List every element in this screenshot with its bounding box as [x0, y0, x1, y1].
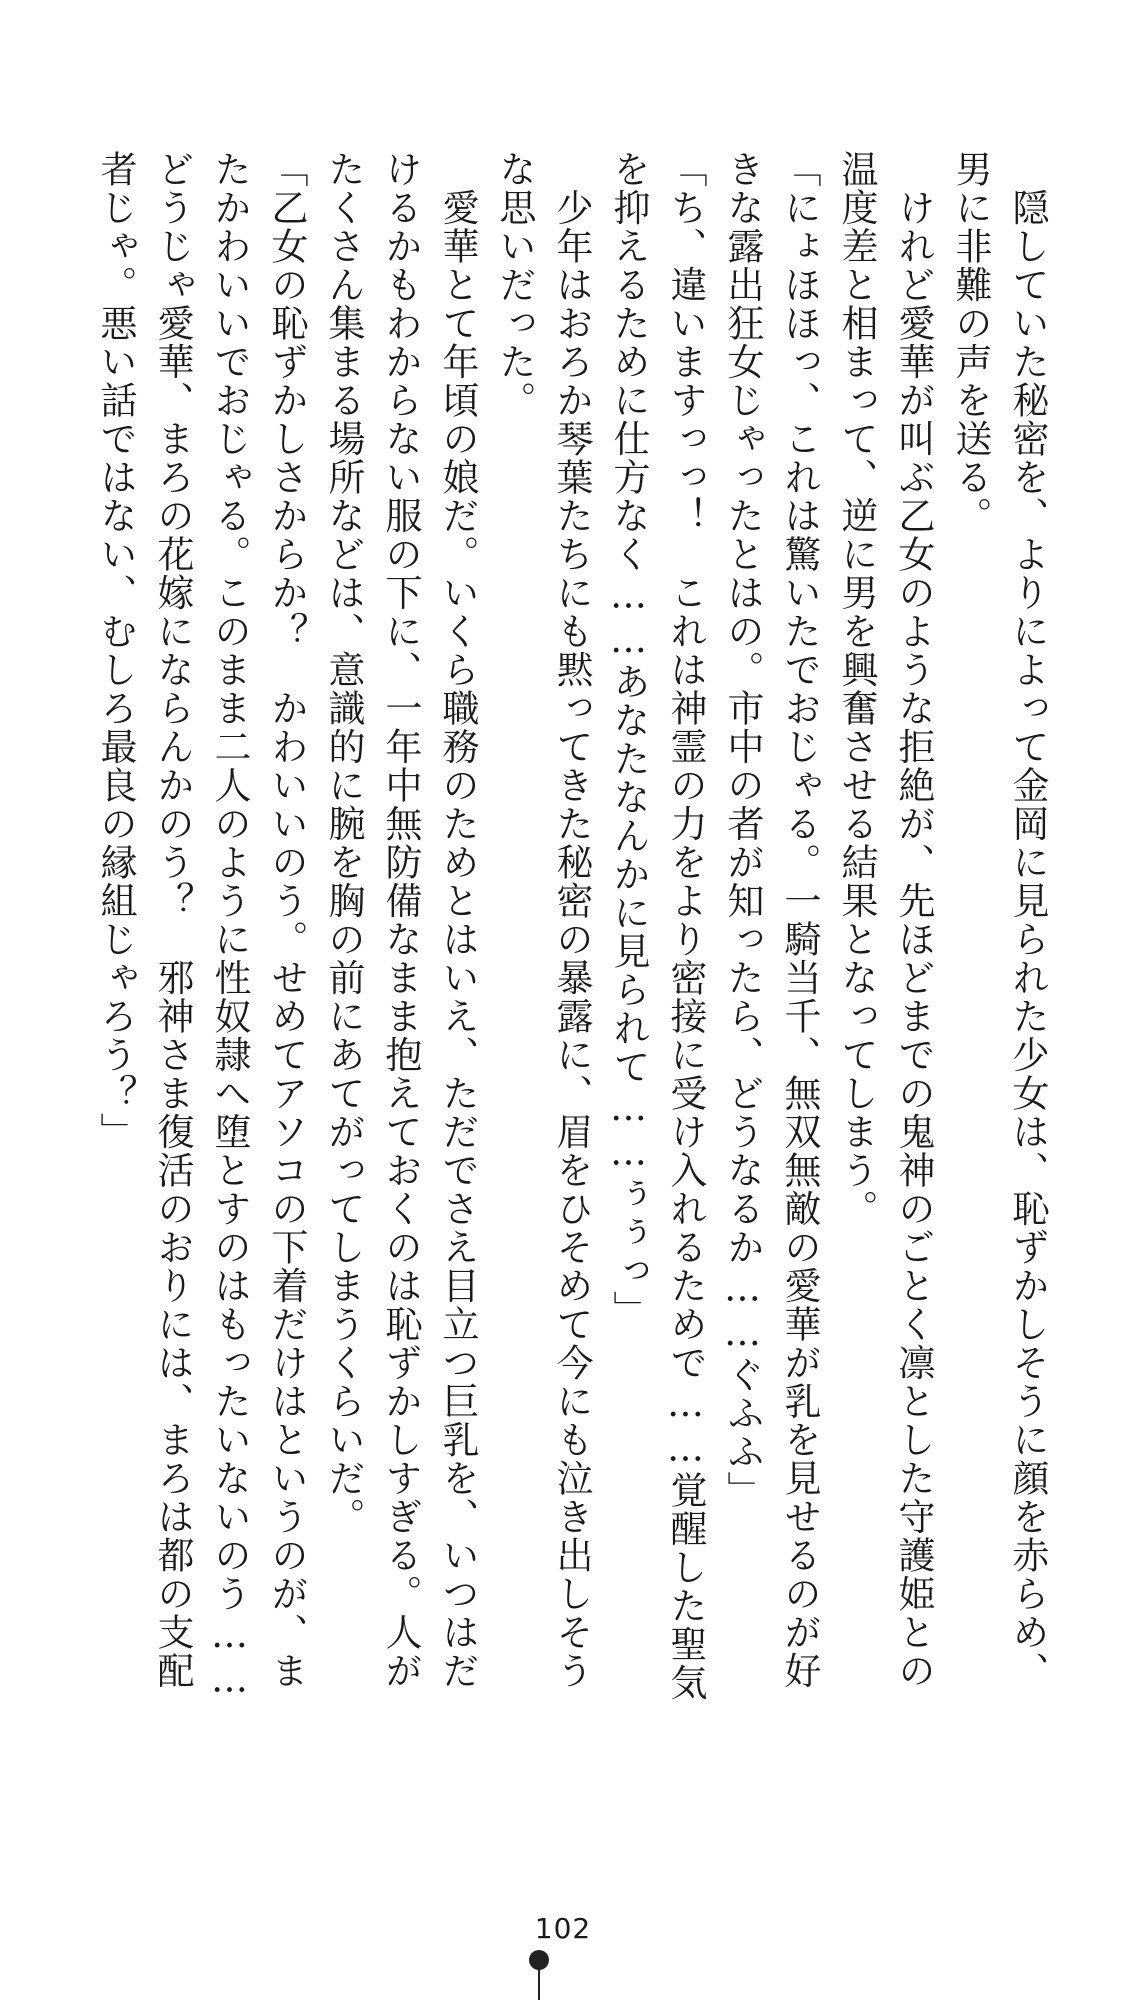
text-column: 者じゃ。悪い話ではない、むしろ最良の縁組じゃろう？」	[94, 150, 137, 1151]
text-column: きな露出狂女じゃったとはの。市中の者が知ったら、どうなるか……ぐふふ」	[721, 150, 764, 1510]
text-column: 少年はおろか琴葉たちにも黙ってきた秘密の暴露に、眉をひそめて今にも泣き出しそう	[550, 150, 593, 1690]
text-column: どうじゃ愛華、まろの花嫁にならんかのう？ 邪神さま復活のおりには、まろは都の支配	[151, 150, 194, 1690]
page-number: 102	[534, 1912, 592, 1945]
text-column: けれど愛華が叫ぶ乙女のような拒絶が、先ほどまでの鬼神のごとく凛とした守護姫との	[892, 150, 935, 1690]
text-column: 愛華とて年頃の娘だ。いくら職務のためとはいえ、ただでさえ目立つ巨乳を、いつはだ	[436, 150, 479, 1690]
text-column: な思いだった。	[493, 150, 536, 420]
text-column: 男に非難の声を送る。	[949, 150, 992, 535]
text-column: 温度差と相まって、逆に男を興奮させる結果となってしまう。	[835, 150, 878, 1228]
text-column: 隠していた秘密を、よりによって金岡に見られた少女は、恥ずかしそうに顔を赤らめ、	[1006, 150, 1049, 1690]
vertical-text-block	[87, 150, 1056, 1702]
page-ornament-icon	[529, 1950, 549, 1970]
text-column: 「ち、違いますっっ！ これは神霊の力をより密接に受け入れるためで……覚醒した聖気	[664, 150, 707, 1702]
text-column: たかわいいでおじゃる。このまま二人のように性奴隷へ堕とすのはもったいないのう……	[208, 150, 251, 1702]
text-column: 「にょほほっ、これは驚いたでおじゃる。一騎当千、無双無敵の愛華が乳を見せるのが好	[778, 150, 821, 1690]
text-column: 「乙女の恥ずかしさからか？ かわいいのう。せめてアソコの下着だけはというのが、ま	[265, 150, 308, 1690]
text-column: を抑えるために仕方なく……あなたなんかに見られて……ぅぅっ」	[607, 150, 650, 1329]
page-ornament-stem	[538, 1968, 540, 2000]
text-column: けるかもわからない服の下に、一年中無防備なまま抱えておくのは恥ずかしすぎる。人が	[379, 150, 422, 1690]
text-column: たくさん集まる場所などは、意識的に腕を胸の前にあてがってしまうくらいだ。	[322, 150, 365, 1536]
